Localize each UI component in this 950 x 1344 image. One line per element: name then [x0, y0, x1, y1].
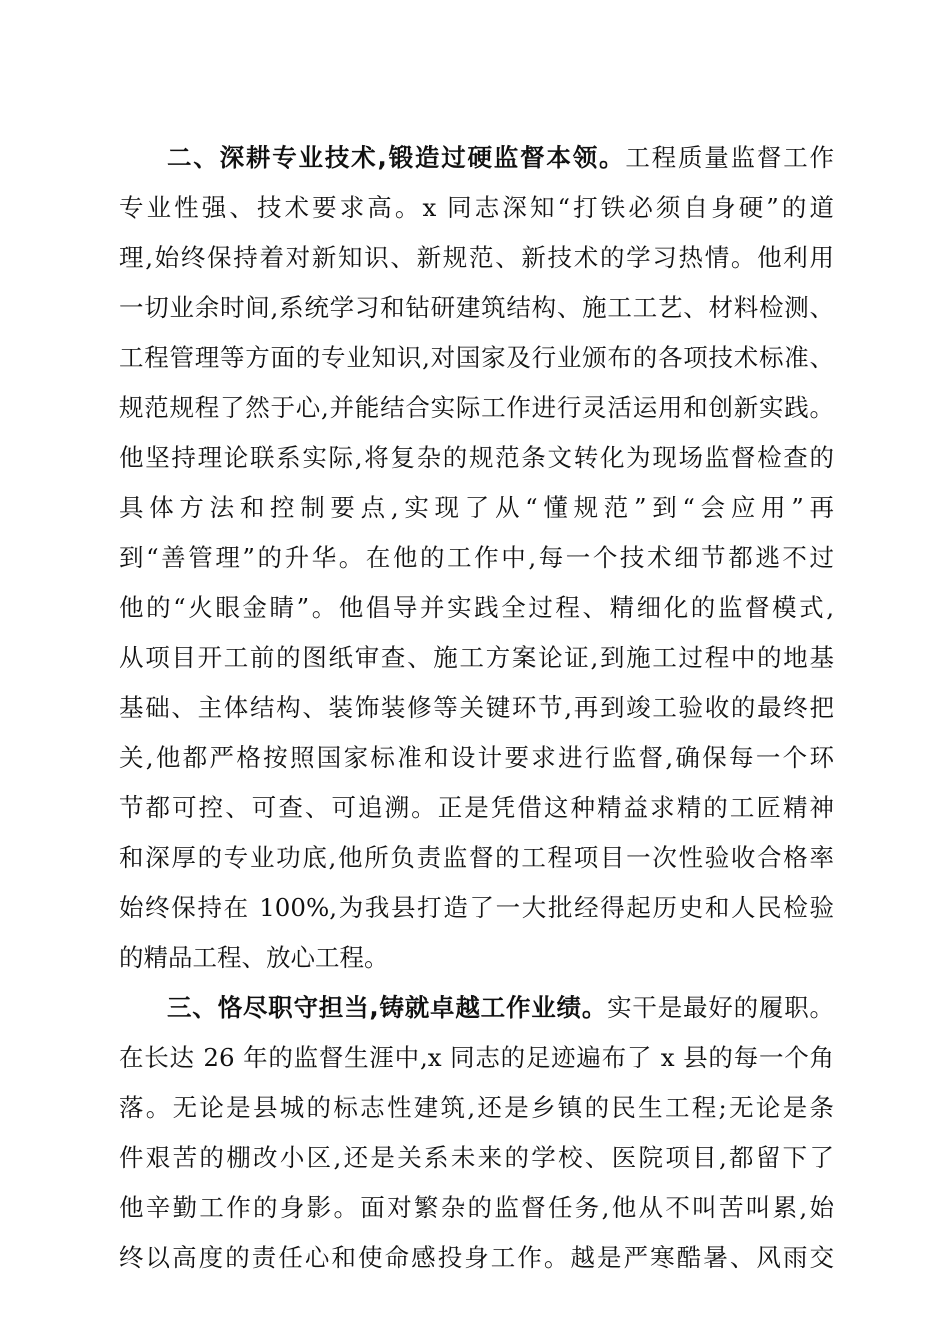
section-2-line-3: 理,始终保持着对新知识、新规范、新技术的学习热情。他利用	[119, 243, 834, 272]
section-2-text: 工程质量监督工作	[625, 143, 834, 172]
section-2-line-16: 始终保持在 100%,为我县打造了一大批经得起历史和人民检验	[119, 893, 834, 922]
section-3-line-6: 终以高度的责任心和使命感投身工作。越是严寒酷暑、风雨交	[119, 1243, 834, 1272]
section-3-line-1	[167, 986, 834, 1030]
section-3-text: 实干是最好的履职。	[607, 993, 835, 1022]
section-2-line-6: 规范规程了然于心,并能结合实际工作进行灵活运用和创新实践。	[119, 393, 834, 422]
section-2-line-9: 到“善管理”的升华。在他的工作中,每一个技术细节都逃不过	[119, 543, 834, 572]
section-3-line-2: 在长达 26 年的监督生涯中,x 同志的足迹遍布了 x 县的每一个角	[119, 1043, 834, 1072]
section-2-heading: 二、深耕专业技术,锻造过硬监督本领。	[167, 143, 626, 172]
section-2-line-8: 具体方法和控制要点,实现了从“懂规范”到“会应用”再	[119, 493, 834, 522]
section-2-line-15: 和深厚的专业功底,他所负责监督的工程项目一次性验收合格率	[119, 843, 834, 872]
section-3-line-5: 他辛勤工作的身影。面对繁杂的监督任务,他从不叫苦叫累,始	[119, 1193, 834, 1222]
section-2-line-1	[167, 136, 834, 180]
section-3-line-4: 件艰苦的棚改小区,还是关系未来的学校、医院项目,都留下了	[119, 1143, 834, 1172]
section-3-heading: 三、恪尽职守担当,铸就卓越工作业绩。	[167, 993, 608, 1022]
section-2-line-14: 节都可控、可查、可追溯。正是凭借这种精益求精的工匠精神	[119, 793, 834, 822]
section-2-line-12: 基础、主体结构、装饰装修等关键环节,再到竣工验收的最终把	[119, 693, 834, 722]
section-2-line-4: 一切业余时间,系统学习和钻研建筑结构、施工工艺、材料检测、	[119, 293, 834, 322]
section-3-line-3: 落。无论是县城的标志性建筑,还是乡镇的民生工程;无论是条	[119, 1093, 834, 1122]
section-2-line-10: 他的“火眼金睛”。他倡导并实践全过程、精细化的监督模式,	[119, 593, 834, 622]
section-2-line-17: 的精品工程、放心工程。	[119, 943, 389, 972]
section-2-line-7: 他坚持理论联系实际,将复杂的规范条文转化为现场监督检查的	[119, 443, 834, 472]
section-2-line-2: 专业性强、技术要求高。x 同志深知“打铁必须自身硬”的道	[119, 193, 834, 222]
section-2-line-5: 工程管理等方面的专业知识,对国家及行业颁布的各项技术标准、	[119, 343, 834, 372]
section-2-line-11: 从项目开工前的图纸审查、施工方案论证,到施工过程中的地基	[119, 643, 834, 672]
section-2-line-13: 关,他都严格按照国家标准和设计要求进行监督,确保每一个环	[119, 743, 834, 772]
